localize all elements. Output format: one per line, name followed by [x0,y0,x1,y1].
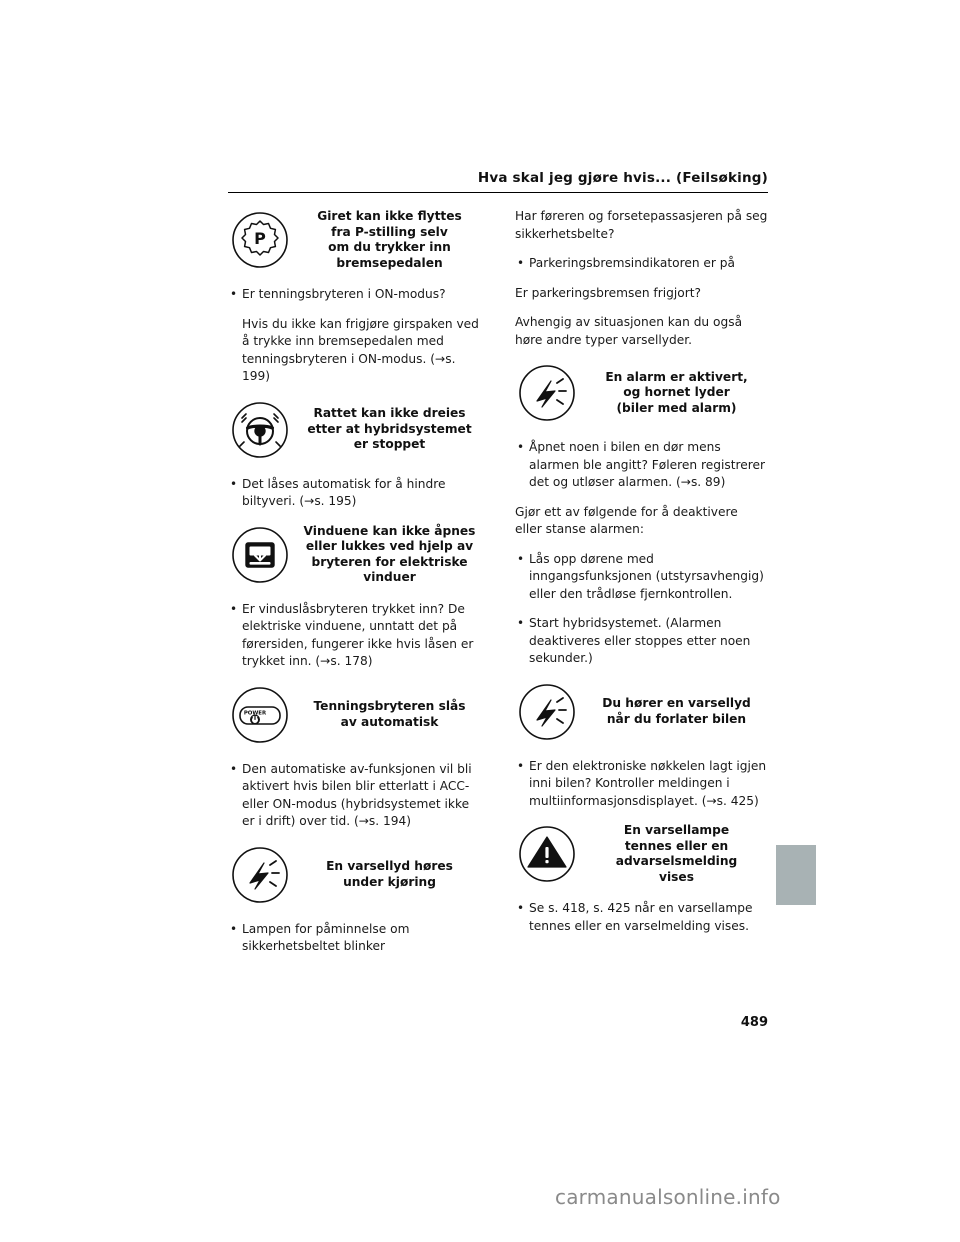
paragraph: Avhengig av situasjonen kan du også høre andre typer varsellyder. [515,315,743,347]
figure-caption: Vinduene kan ikke åpnes eller lukkes ved hjelp av bryteren for elektriske vinduer [303,523,476,584]
figure-block [228,683,481,747]
paragraph: Har føreren og forsetepassasjeren på seg sikkerhetsbelte? [515,209,768,241]
watermark-text: carmanualsonline.info [555,1185,781,1209]
power-window-icon [228,523,292,587]
section-side-tab [776,845,816,905]
figure-caption: Du hører en varsellyd når du forlater bilen [602,696,751,726]
paragraph: Gjør ett av følgende for å deaktivere eller stanse alarmen: [515,504,738,536]
bullet-item: • Lampen for påminnelse om sikkerhetsbeltet blinker [228,921,481,956]
figure-caption: Tenningsbryteren slås av automatisk [313,699,466,729]
bullet-item: • Se s. 418, s. 425 når en varsellampe tennes eller en varselmelding vises. [515,900,768,935]
page-number: 489 [740,1015,768,1030]
figure-block [515,680,768,744]
left-column [228,208,481,968]
bullet-item: • Åpnet noen i bilen en dør mens alarmen ble angitt? Føleren registrerer det og utløser alarmen. (→s. 89) [515,439,768,492]
bullet-item: • Er den elektroniske nøkkelen lagt igjen inni bilen? Kontroller meldingen i multiinformasjonsdisplayet. (→s. 425) [515,758,768,811]
buzzer-sound-icon [515,361,579,425]
figure-block [228,843,481,907]
buzzer-sound-icon [228,843,292,907]
paragraph: Er parkeringsbremsen frigjort? [515,285,701,300]
header-divider [228,192,768,193]
figure-block [228,398,481,462]
figure-caption: Rattet kan ikke dreies etter at hybridsystemet er stoppet [307,406,472,452]
figure-caption: En varsellampe tennes eller en advarselsmelding vises [615,823,738,884]
bullet-item: • Er vinduslåsbryteren trykket inn? De elektriske vinduene, unntatt det på førersiden, fungerer ikke hvis låsen er trykket inn. (→s. 178) [228,601,481,671]
indented-paragraph: Hvis du ikke kan frigjøre girspaken ved å trykke inn bremsepedalen med tenningsbryteren i ON-modus. (→s. 199) [242,316,479,383]
page-header-title: Hva skal jeg gjøre hvis... (Feilsøking) [477,170,768,186]
warning-triangle-icon [515,822,579,886]
figure-caption: En alarm er aktivert, og hornet lyder (biler med alarm) [605,369,748,415]
power-switch-icon [228,683,292,747]
svg-text:P: P [254,229,266,248]
bullet-item: • Lås opp dørene med inngangsfunksjonen (utstyrsavhengig) eller den trådløse fjernkontrollen. [515,551,768,604]
bullet-item: • Er tenningsbryteren i ON-modus? [228,286,481,304]
right-column [515,208,768,947]
steering-wheel-lock-icon [228,398,292,462]
gear-p-shift-lock-icon [228,208,292,272]
figure-block [515,361,768,425]
buzzer-sound-icon [515,680,579,744]
svg-text:POWER: POWER [243,710,267,716]
figure-caption: Giret kan ikke flyttes fra P-stilling selv om du trykker inn bremsepedalen [317,209,462,270]
watermark [555,1185,781,1209]
figure-block [515,822,768,886]
bullet-item: • Det låses automatisk for å hindre biltyveri. (→s. 195) [228,476,481,511]
bullet-item: • Parkeringsbremsindikatoren er på [515,255,768,273]
figure-block [228,208,481,272]
figure-block [228,523,481,587]
figure-caption: En varsellyd høres under kjøring [326,859,453,889]
bullet-item: • Den automatiske av-funksjonen vil bli aktivert hvis bilen blir etterlatt i ACC- eller ON-modus (hybridsystemet ikke er i drift) over tid. (→s. 194) [228,761,481,831]
bullet-item: • Start hybridsystemet. (Alarmen deaktiveres eller stoppes etter noen sekunder.) [515,615,768,668]
